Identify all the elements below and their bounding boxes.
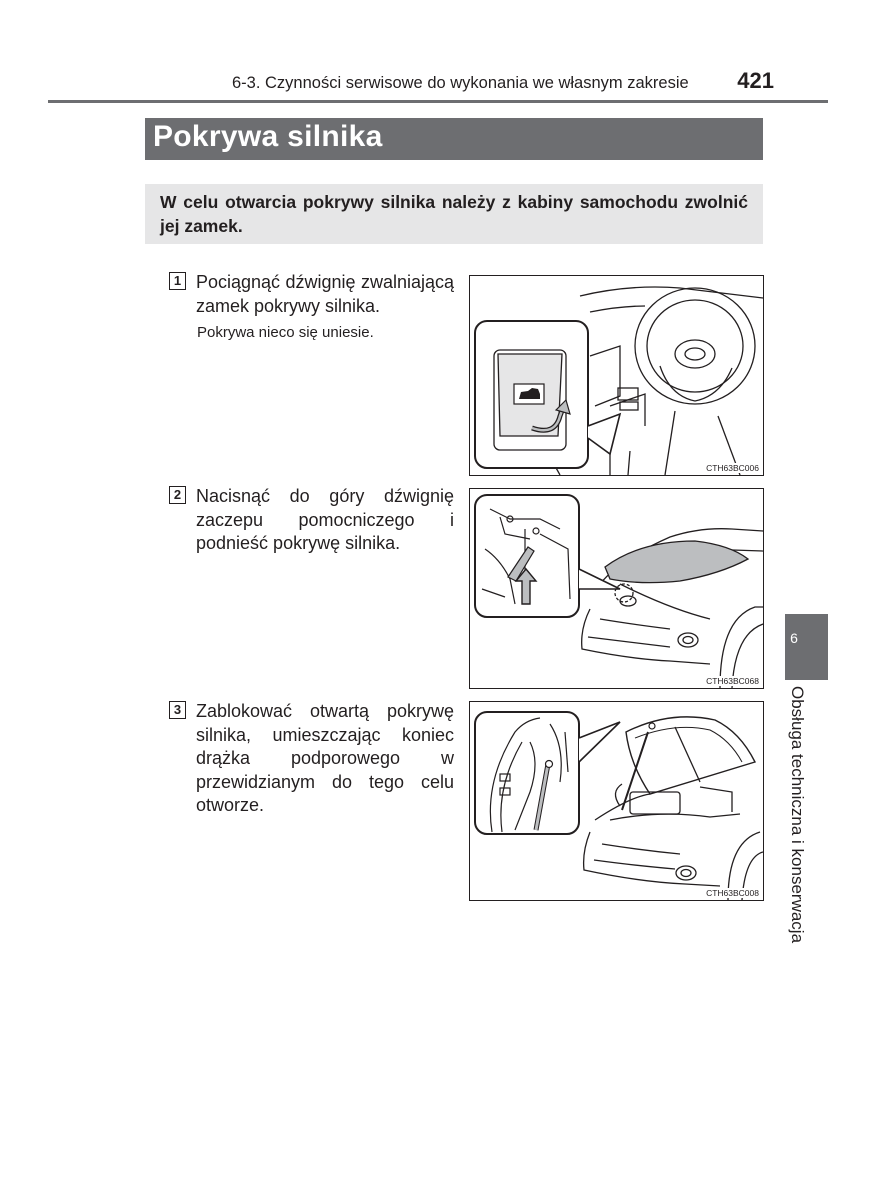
header-divider: [48, 100, 828, 103]
figure-code: CTH63BC008: [706, 888, 759, 898]
hood-secondary-latch-illustration: [470, 489, 763, 688]
page-number: 421: [737, 68, 774, 93]
hood-release-lever-illustration: [470, 276, 763, 475]
section-title-bar: [145, 118, 763, 160]
figure-code: CTH63BC068: [706, 676, 759, 686]
chapter-tab: [785, 614, 828, 680]
figure-code: CTH63BC006: [706, 463, 759, 473]
intro-box: [145, 184, 763, 244]
intro-text: W celu otwarcia pokrywy silnika należy z kabiny samochodu zwolnić jej zamek.: [160, 192, 748, 236]
step-subtext: Pokrywa nieco się uniesie.: [197, 324, 374, 341]
figure-hood-support-rod: [469, 701, 764, 901]
step-number: 2: [169, 486, 186, 504]
figure-hood-secondary-latch: [469, 488, 764, 689]
hood-support-rod-illustration: [470, 702, 763, 900]
chapter-number: 6: [790, 630, 798, 646]
page-title: Pokrywa silnika: [153, 120, 383, 153]
step-text: Zablokować otwartą pokrywę silnika, umieszczając koniec drążka podporowego w przewidzianym do tego celu otworze.: [196, 701, 454, 815]
running-header: 6-3. Czynności serwisowe do wykonania we własnym zakresie: [232, 74, 689, 92]
chapter-label: Obsługa techniczna i konserwacja: [788, 686, 807, 944]
step-text: Nacisnąć do góry dźwignię zaczepu pomocniczego i podnieść pokrywę silnika.: [196, 486, 454, 553]
figure-hood-release-lever: [469, 275, 764, 476]
step-number: 1: [169, 272, 186, 290]
step-text: Pociągnąć dźwignię zwalniającą zamek pokrywy silnika.: [196, 272, 454, 316]
step-number: 3: [169, 701, 186, 719]
